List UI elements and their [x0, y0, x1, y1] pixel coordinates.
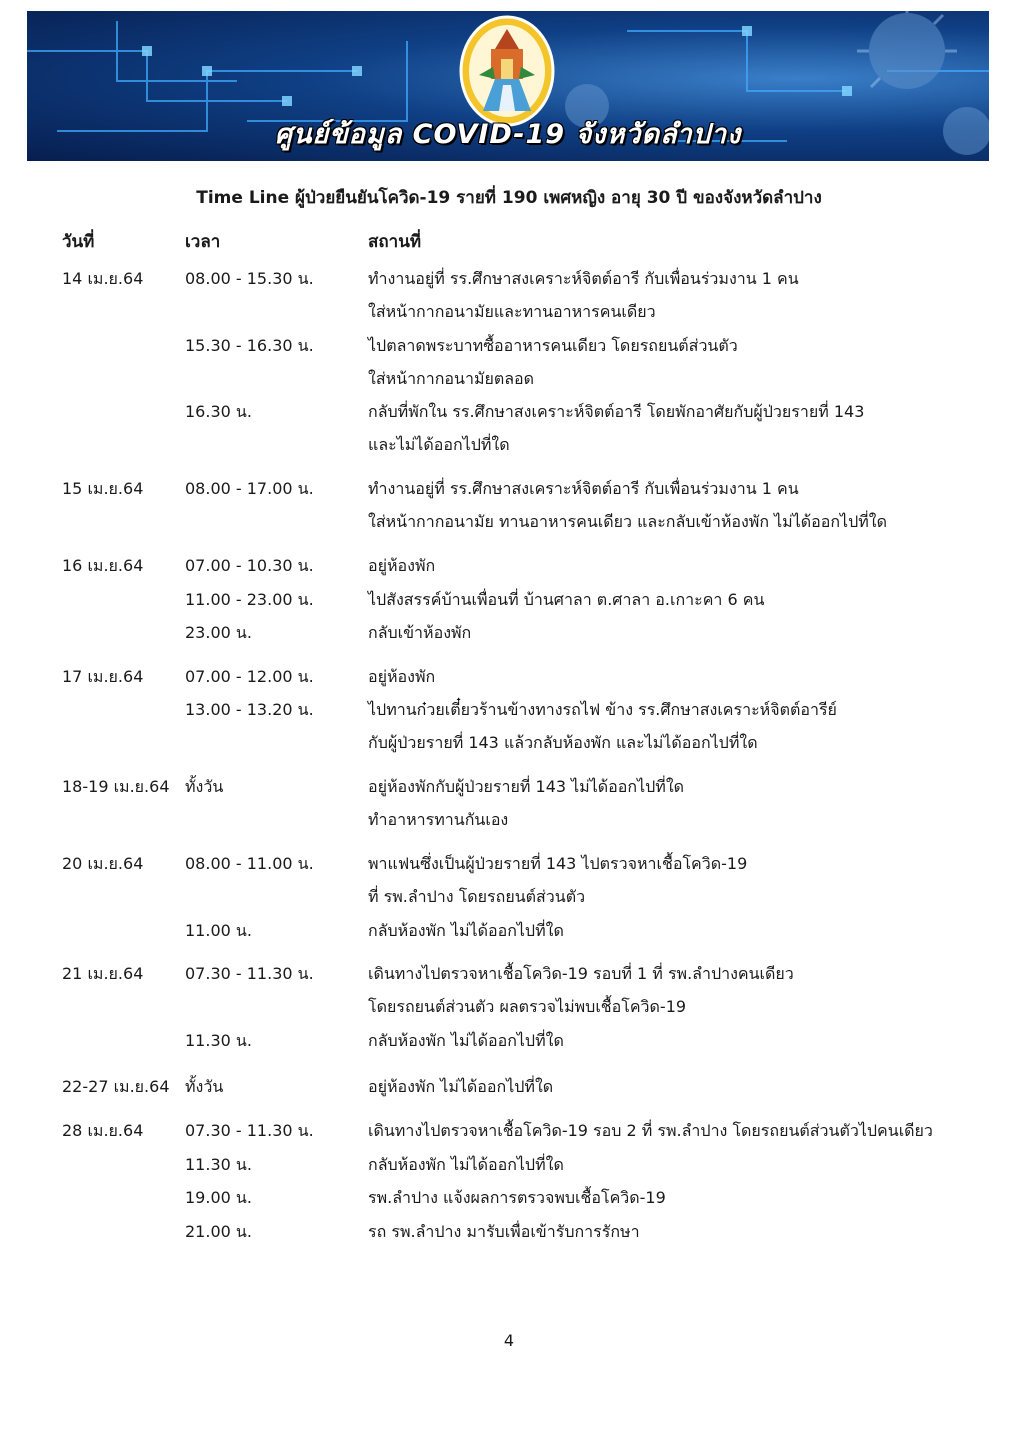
row-time: 08.00 - 15.30 น.	[185, 269, 314, 288]
place-line: กับผู้ป่วยรายที่ 143 แล้วกลับห้องพัก และไม่ได้ออกไปที่ใด	[368, 733, 758, 752]
row-time: 07.00 - 10.30 น.	[185, 556, 314, 575]
row-place	[368, 1181, 666, 1214]
row-place	[368, 262, 799, 328]
row-time: 19.00 น.	[185, 1188, 252, 1207]
place-line: ใส่หน้ากากอนามัย ทานอาหารคนเดียว และกลับเข้าห้องพัก ไม่ได้ออกไปที่ใด	[368, 512, 888, 531]
place-line: ไปทานก๋วยเตี๋ยวร้านข้างทางรถไฟ ข้าง รร.ศึกษาสงเคราะห์จิตต์อารีย์	[368, 700, 837, 719]
row-place	[368, 1114, 933, 1147]
row-date: 17 เม.ย.64	[62, 667, 144, 686]
place-line: ที่ รพ.ลำปาง โดยรถยนต์ส่วนตัว	[368, 887, 586, 906]
header-banner	[27, 11, 989, 161]
row-date: 14 เม.ย.64	[62, 269, 144, 288]
row-time: 21.00 น.	[185, 1222, 252, 1241]
place-line: พาแฟนซึ่งเป็นผู้ป่วยรายที่ 143 ไปตรวจหาเชื้อโควิด-19	[368, 854, 748, 873]
row-time: 15.30 - 16.30 น.	[185, 336, 314, 355]
row-place	[368, 914, 564, 947]
row-place	[368, 693, 837, 759]
place-line: กลับห้องพัก ไม่ได้ออกไปที่ใด	[368, 1155, 564, 1174]
row-place	[368, 549, 435, 582]
place-line: อยู่ห้องพัก	[368, 667, 436, 686]
place-line: รถ รพ.ลำปาง มารับเพื่อเข้ารับการรักษา	[368, 1222, 640, 1241]
place-line: อยู่ห้องพัก	[368, 556, 436, 575]
row-place	[368, 583, 764, 616]
header-time: เวลา	[185, 232, 221, 252]
row-place	[368, 395, 864, 461]
row-time: 08.00 - 11.00 น.	[185, 854, 314, 873]
row-place	[368, 472, 887, 538]
row-time: 11.30 น.	[185, 1031, 252, 1050]
page-number: 4	[503, 1331, 515, 1350]
row-place	[368, 1148, 564, 1181]
row-time: 23.00 น.	[185, 623, 252, 642]
place-line: โดยรถยนต์ส่วนตัว ผลตรวจไม่พบเชื้อโควิด-19	[368, 997, 687, 1016]
place-line: ทำงานอยู่ที่ รร.ศึกษาสงเคราะห์จิตต์อารี กับเพื่อนร่วมงาน 1 คน	[368, 269, 799, 288]
place-line: กลับห้องพัก ไม่ได้ออกไปที่ใด	[368, 921, 564, 940]
place-line: ทำงานอยู่ที่ รร.ศึกษาสงเคราะห์จิตต์อารี กับเพื่อนร่วมงาน 1 คน	[368, 479, 799, 498]
header-place: สถานที่	[368, 232, 422, 252]
row-time: 07.00 - 12.00 น.	[185, 667, 314, 686]
place-line: รพ.ลำปาง แจ้งผลการตรวจพบเชื้อโควิด-19	[368, 1188, 666, 1207]
row-time: ทั้งวัน	[185, 777, 224, 796]
row-date: 16 เม.ย.64	[62, 556, 144, 575]
row-time: 13.00 - 13.20 น.	[185, 700, 314, 719]
row-time: 11.30 น.	[185, 1155, 252, 1174]
banner-title: ศูนย์ข้อมูล COVID-19 จังหวัดลำปาง	[274, 119, 742, 150]
row-date: 21 เม.ย.64	[62, 964, 144, 983]
row-time: 11.00 - 23.00 น.	[185, 590, 314, 609]
row-time: 07.30 - 11.30 น.	[185, 964, 314, 983]
row-date: 15 เม.ย.64	[62, 479, 144, 498]
place-line: ไปตลาดพระบาทซื้ออาหารคนเดียว โดยรถยนต์ส่วนตัว	[368, 336, 738, 355]
row-time: 11.00 น.	[185, 921, 252, 940]
row-place	[368, 770, 684, 836]
row-time: ทั้งวัน	[185, 1077, 224, 1096]
place-line: อยู่ห้องพัก ไม่ได้ออกไปที่ใด	[368, 1077, 554, 1096]
place-line: ใส่หน้ากากอนามัยและทานอาหารคนเดียว	[368, 302, 656, 321]
place-line: เดินทางไปตรวจหาเชื้อโควิด-19 รอบที่ 1 ที่ รพ.ลำปางคนเดียว	[368, 964, 794, 983]
place-line: และไม่ได้ออกไปที่ใด	[368, 435, 510, 454]
row-place	[368, 847, 747, 913]
row-place	[368, 1070, 553, 1103]
place-line: ไปสังสรรค์บ้านเพื่อนที่ บ้านศาลา ต.ศาลา อ.เกาะคา 6 คน	[368, 590, 765, 609]
row-date: 22-27 เม.ย.64	[62, 1077, 170, 1096]
row-time: 07.30 - 11.30 น.	[185, 1121, 314, 1140]
row-date: 18-19 เม.ย.64	[62, 777, 170, 796]
row-date: 20 เม.ย.64	[62, 854, 144, 873]
row-place	[368, 616, 471, 649]
place-line: เดินทางไปตรวจหาเชื้อโควิด-19 รอบ 2 ที่ รพ.ลำปาง โดยรถยนต์ส่วนตัวไปคนเดียว	[368, 1121, 933, 1140]
row-place	[368, 1215, 640, 1248]
document-title: Time Line ผู้ป่วยยืนยันโควิด-19 รายที่ 190 เพศหญิง อายุ 30 ปี ของจังหวัดลำปาง	[196, 188, 822, 208]
place-line: กลับเข้าห้องพัก	[368, 623, 472, 642]
provincial-seal-icon	[459, 15, 555, 127]
place-line: ทำอาหารทานกันเอง	[368, 810, 509, 829]
place-line: ใส่หน้ากากอนามัยตลอด	[368, 369, 535, 388]
row-place	[368, 660, 435, 693]
header-date: วันที่	[62, 232, 95, 252]
row-place	[368, 1024, 564, 1057]
row-time: 08.00 - 17.00 น.	[185, 479, 314, 498]
place-line: กลับห้องพัก ไม่ได้ออกไปที่ใด	[368, 1031, 564, 1050]
row-place	[368, 957, 794, 1023]
place-line: กลับที่พักใน รร.ศึกษาสงเคราะห์จิตต์อารี โดยพักอาศัยกับผู้ป่วยรายที่ 143	[368, 402, 865, 421]
place-line: อยู่ห้องพักกับผู้ป่วยรายที่ 143 ไม่ได้ออกไปที่ใด	[368, 777, 685, 796]
row-time: 16.30 น.	[185, 402, 252, 421]
row-place	[368, 329, 738, 395]
row-date: 28 เม.ย.64	[62, 1121, 144, 1140]
